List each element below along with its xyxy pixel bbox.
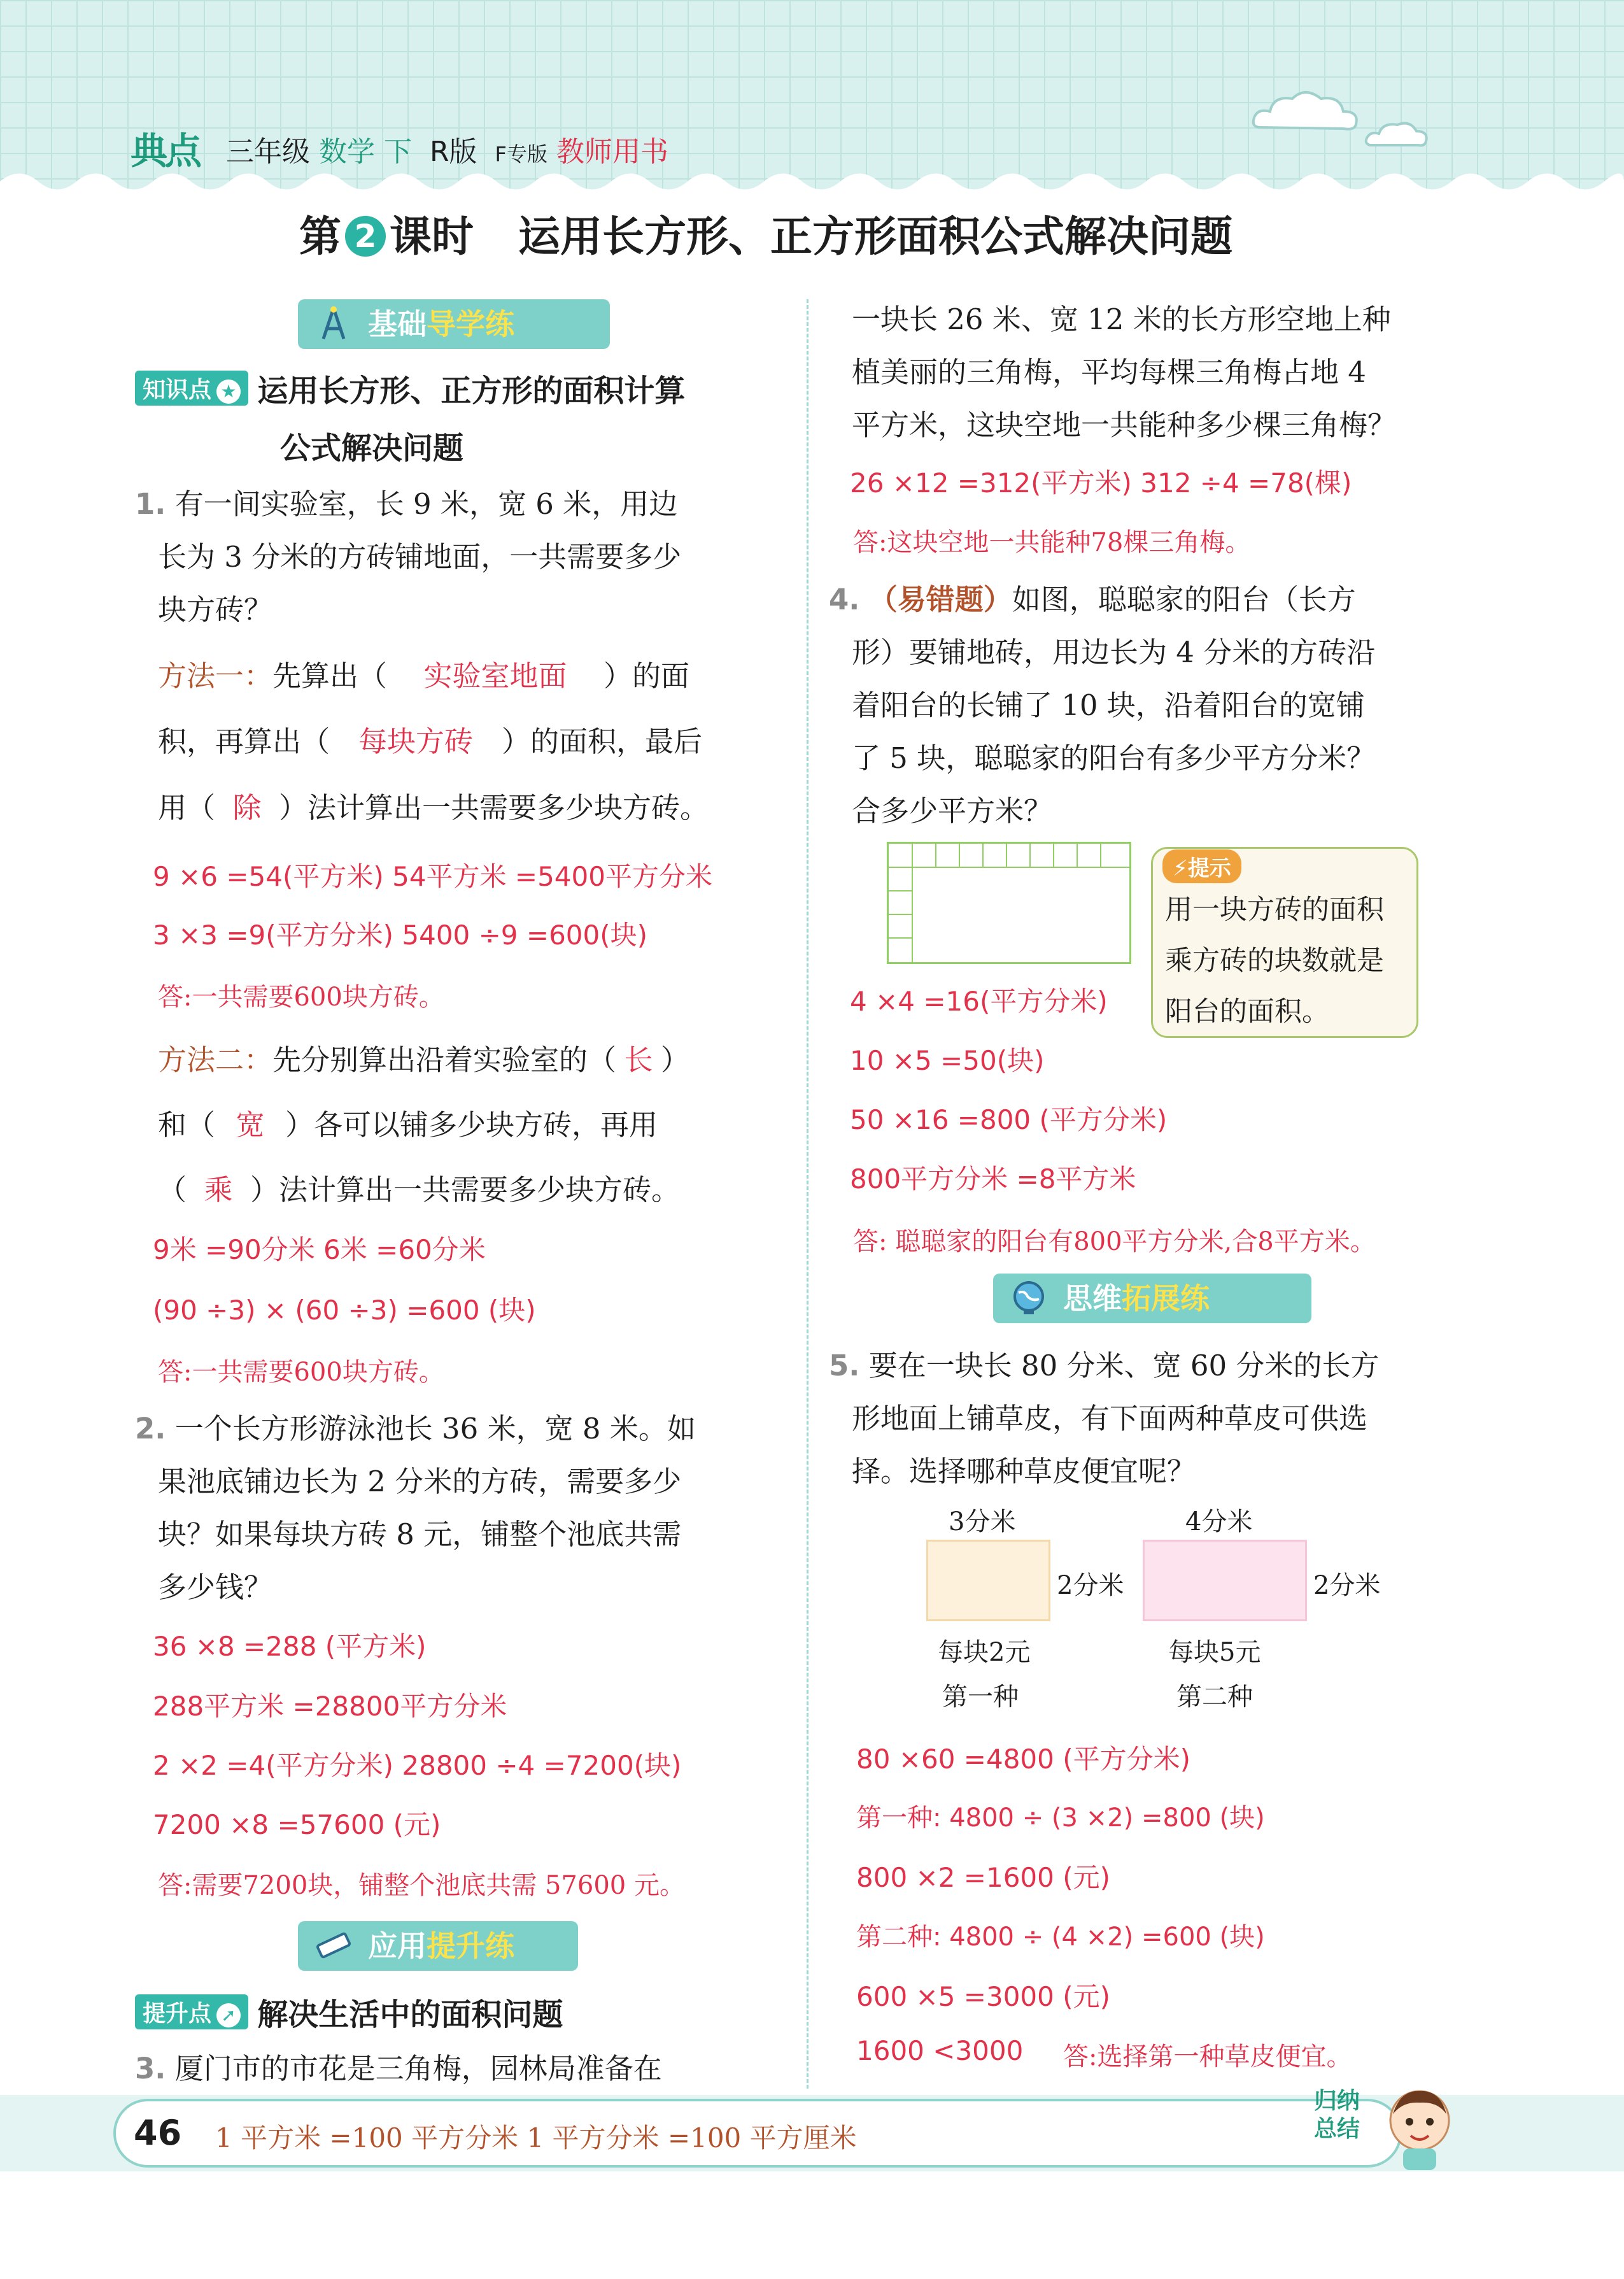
- q5-answer-4: 第二种: 4800 ÷ (4 ×2) =600 (块): [856, 1922, 1265, 1952]
- q5-line-1: 5. 要在一块长 80 分米、宽 60 分米的长方: [829, 1349, 1380, 1382]
- series-info: [226, 129, 668, 169]
- tile2-figure: [1143, 1540, 1307, 1621]
- q2-line-1: 2. 一个长方形游泳池长 36 米，宽 8 米。如: [135, 1412, 696, 1445]
- compass-icon: [314, 304, 353, 343]
- tile1-name: 第一种: [942, 1682, 1019, 1712]
- summary-badge: 归纳 总结: [1313, 2088, 1360, 2142]
- q2-final: 答:需要7200块，铺整个池底共需 57600 元。: [158, 1871, 685, 1900]
- arrow-icon: ➚: [216, 2003, 241, 2027]
- subject: 数学: [319, 136, 375, 168]
- q1-method1-line-3: 用（ 除 ）法计算出一共需要多少块方砖。: [158, 785, 709, 826]
- q4-answer-1: 4 ×4 =16(平方分米): [850, 986, 1108, 1017]
- child-mascot-icon: [1381, 2082, 1458, 2171]
- book-type: 教师用书: [556, 136, 668, 168]
- q1-m2-answer-1: 9米 =90分米 6米 =60分米: [153, 1234, 486, 1265]
- q2-line-3: 块？如果每块方砖 8 元，铺整个池底共需: [158, 1517, 682, 1551]
- q1-method1-line-2: 积，再算出（ 每块方砖 ）的面积，最后: [158, 718, 702, 760]
- cloud-icon: [1248, 83, 1362, 140]
- q1-line-1: 1. 有一间实验室，长 9 米，宽 6 米，用边: [135, 487, 678, 521]
- q1-m1-answer-2: 3 ×3 =9(平方分米) 5400 ÷9 =600(块): [153, 919, 648, 951]
- q1-m1-answer-1: 9 ×6 =54(平方米) 54平方米 =5400平方分米: [153, 861, 712, 892]
- improve-point: [135, 1990, 563, 2034]
- page-title: [299, 202, 1232, 263]
- knowledge-point: [135, 366, 685, 410]
- q4-final: 答: 聪聪家的阳台有800平方分米,合8平方米。: [853, 1227, 1376, 1256]
- q3-final: 答:这块空地一共能种78棵三角梅。: [853, 528, 1251, 557]
- q2-answer-3: 2 ×2 =4(平方分米) 28800 ÷4 =7200(块): [153, 1750, 682, 1781]
- q2-answer-4: 7200 ×8 =57600 (元): [153, 1809, 441, 1840]
- q5-answer-2: 第一种: 4800 ÷ (3 ×2) =800 (块): [856, 1803, 1265, 1833]
- tile1-price: 每块2元: [938, 1638, 1031, 1667]
- hint-line-1: 用一块方砖的面积: [1165, 894, 1384, 926]
- q2-answer-2: 288平方米 =28800平方分米: [153, 1691, 507, 1722]
- edition: R版: [429, 136, 477, 168]
- footer-formula: 1 平方米 =100 平方分米 1 平方分米 =100 平方厘米: [215, 2122, 857, 2154]
- section-banner-extend: 思维拓展练: [993, 1274, 1311, 1323]
- q3-answer-1: 26 ×12 =312(平方米) 312 ÷4 =78(棵): [850, 467, 1352, 499]
- q1-method2-line-2: 和（ 宽 ）各可以铺多少块方砖，再用: [158, 1102, 658, 1143]
- q5-line-2: 形地面上铺草皮，有下面两种草皮可供选: [852, 1402, 1368, 1435]
- volume: 下: [384, 136, 412, 168]
- globe-icon: [1010, 1279, 1048, 1317]
- q2-line-4: 多少钱？: [158, 1570, 273, 1604]
- improve-tag: 提升点 ➚: [135, 1994, 248, 2029]
- cloud-icon: [1362, 115, 1432, 153]
- special-edition: F专版: [495, 142, 547, 166]
- q4-line-4: 了 5 块，聪聪家的阳台有多少平方分米？: [852, 741, 1376, 775]
- knowledge-tag: 知识点 ★: [135, 371, 248, 406]
- q1-blank-4: 长: [624, 1043, 653, 1077]
- q5-answer-3: 800 ×2 =1600 (元): [856, 1862, 1110, 1893]
- title-text: 运用长方形、正方形面积公式解决问题: [518, 212, 1232, 261]
- tile1-figure: [926, 1540, 1050, 1621]
- q1-method2-line-1: 方法二：先分别算出沿着实验室的（ 长 ）: [158, 1037, 689, 1078]
- page-number: 46: [134, 2113, 182, 2153]
- q1-blank-2: 每块方砖: [358, 725, 474, 758]
- hint-line-2: 乘方砖的块数就是: [1165, 945, 1384, 977]
- q5-final: 答:选择第一种草皮便宜。: [1063, 2042, 1352, 2071]
- tile2-side-label: 2分米: [1313, 1571, 1381, 1600]
- q1-blank-1: 实验室地面: [423, 659, 567, 693]
- title-suffix: 课时: [390, 212, 474, 261]
- section-banner-apply: 应用提升练: [298, 1921, 578, 1971]
- q1-blank-3: 除: [232, 791, 262, 825]
- q4-line-3: 着阳台的长铺了 10 块，沿着阳台的宽铺: [852, 688, 1365, 722]
- lesson-number: 2: [345, 216, 386, 257]
- q1-method1-line-1: 方法一：先算出（ 实验室地面 ）的面: [158, 653, 689, 694]
- q1-line-2: 长为 3 分米的方砖铺地面，一共需要多少: [158, 540, 682, 574]
- improve-text: 解决生活中的面积问题: [257, 1997, 563, 2033]
- q1-line-3: 块方砖？: [158, 593, 273, 627]
- balcony-tile-grid: [889, 844, 1129, 962]
- q4-answer-3: 50 ×16 =800 (平方分米): [850, 1104, 1168, 1135]
- q3-line-2: 一块长 26 米、宽 12 米的长方形空地上种: [852, 302, 1391, 336]
- star-icon: ★: [216, 380, 241, 404]
- tile2-price: 每块5元: [1168, 1638, 1261, 1667]
- section-banner-basic: 基础导学练: [298, 299, 610, 349]
- q3-line-4: 平方米，这块空地一共能种多少棵三角梅？: [852, 408, 1397, 442]
- q2-line-2: 果池底铺边长为 2 分米的方砖，需要多少: [158, 1465, 682, 1498]
- tile1-side-label: 2分米: [1057, 1571, 1124, 1600]
- hint-tag: ⚡提示: [1162, 849, 1241, 883]
- column-divider: [807, 299, 808, 2089]
- tile1-top-label: 3分米: [949, 1507, 1016, 1537]
- q2-answer-1: 36 ×8 =288 (平方米): [153, 1631, 427, 1662]
- hint-line-3: 阳台的面积。: [1165, 996, 1329, 1028]
- q4-answer-2: 10 ×5 =50(块): [850, 1045, 1045, 1076]
- q1-m1-final: 答:一共需要600块方砖。: [158, 983, 444, 1012]
- q5-answer-6: 1600 <3000: [856, 2035, 1024, 2066]
- q5-line-3: 择。选择哪种草皮便宜呢？: [852, 1454, 1196, 1488]
- q4-answer-4: 800平方分米 =8平方米: [850, 1163, 1136, 1195]
- logo: 典点: [131, 129, 200, 173]
- q4-line-2: 形）要铺地砖，用边长为 4 分米的方砖沿: [852, 635, 1376, 669]
- knowledge-text-1: 运用长方形、正方形的面积计算: [257, 373, 686, 409]
- q5-answer-5: 600 ×5 =3000 (元): [856, 1981, 1110, 2012]
- q1-m2-answer-2: (90 ÷3) × (60 ÷3) =600 (块): [153, 1295, 536, 1326]
- tile2-name: 第二种: [1176, 1682, 1253, 1712]
- q4-error-tag: （易错题）: [868, 583, 1012, 616]
- tile2-top-label: 4分米: [1185, 1507, 1253, 1537]
- q1-m2-final: 答:一共需要600块方砖。: [158, 1358, 444, 1387]
- knowledge-text-2: 公式解决问题: [280, 430, 464, 466]
- q3-line-3: 植美丽的三角梅，平均每棵三角梅占地 4: [852, 355, 1366, 389]
- q1-method2-line-3: （ 乘 ）法计算出一共需要多少块方砖。: [158, 1167, 680, 1208]
- q1-blank-5: 宽: [236, 1108, 265, 1142]
- ruler-icon: [314, 1926, 353, 1964]
- grade: 三年级: [226, 136, 310, 168]
- q4-line-5: 合多少平方米？: [852, 794, 1053, 828]
- q4-line-1: 4. （易错题）如图，聪聪家的阳台（长方: [829, 583, 1356, 616]
- q3-line-1: 3. 厦门市的市花是三角梅，园林局准备在: [135, 2052, 662, 2085]
- balcony-figure: [887, 842, 1131, 964]
- q5-answer-1: 80 ×60 =4800 (平方分米): [856, 1743, 1190, 1775]
- title-prefix: 第: [299, 212, 341, 261]
- q1-blank-6: 乘: [204, 1173, 233, 1207]
